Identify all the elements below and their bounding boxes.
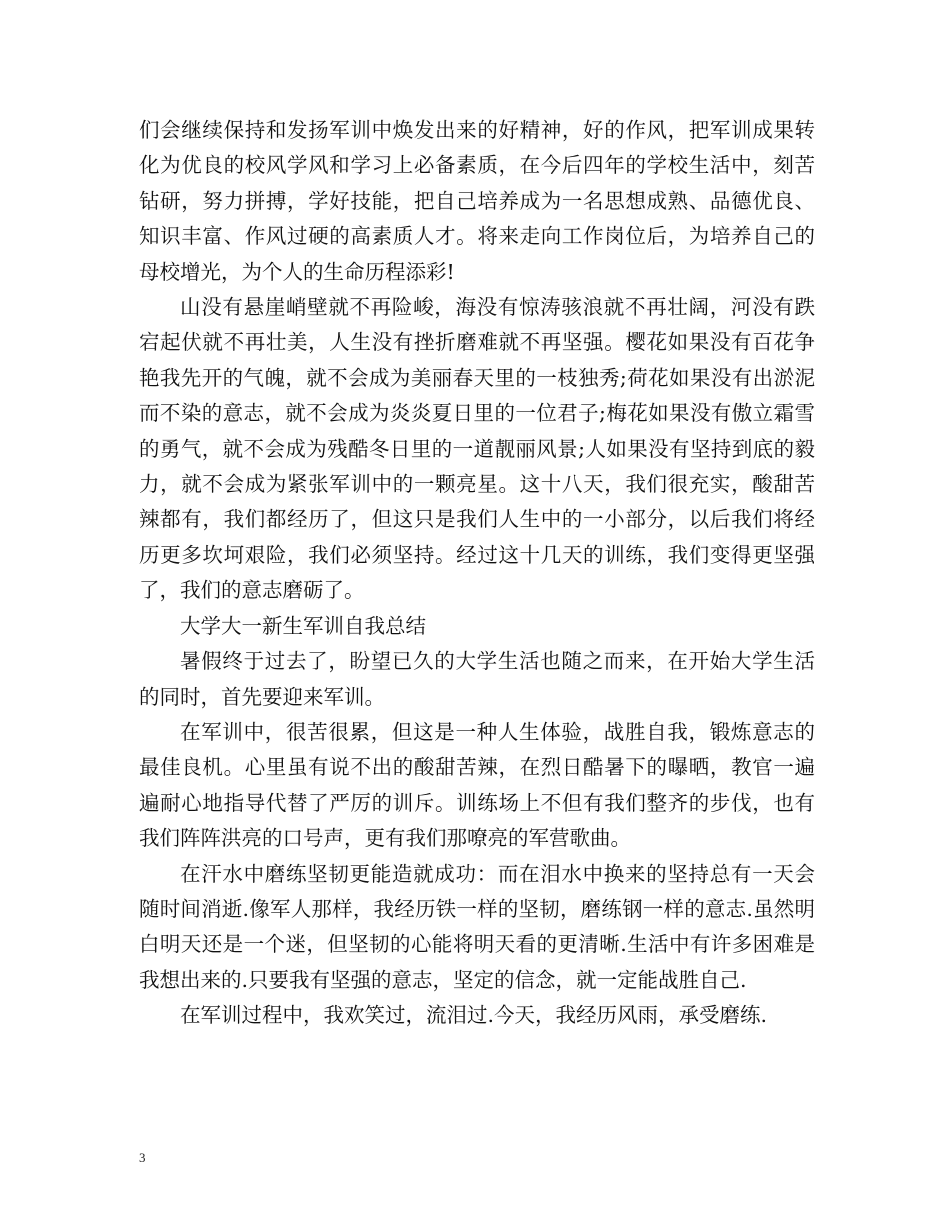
- paragraph-sweat: 在汗水中磨练坚韧更能造就成功：而在泪水中换来的坚持总有一天会随时间消逝.像军人那样，我经历铁一样的坚韧，磨练钢一样的意志.虽然明白明天还是一个迷，但坚韧的心能将明天看的更清晰.生活中有许多困难是我想出来的.只要我有坚强的意志，坚定的信念，就一定能战胜自己.: [139, 861, 815, 992]
- paragraph-continuation: 们会继续保持和发扬军训中焕发出来的好精神，好的作风，把军训成果转化为优良的校风学风和学习上必备素质，在今后四年的学校生活中，刻苦钻研，努力拼搏，学好技能，把自己培养成为一名思想成熟、品德优良、知识丰富、作风过硬的高素质人才。将来走向工作岗位后，为培养自己的母校增光，为个人的生命历程添彩!: [139, 118, 815, 284]
- page-number: 3: [139, 1150, 146, 1165]
- paragraph-laughter: 在军训过程中，我欢笑过，流泪过.今天，我经历风雨，承受磨练.: [180, 1003, 768, 1028]
- section-heading: 大学大一新生军训自我总结: [180, 613, 426, 638]
- document-body: [139, 113, 815, 1034]
- paragraph-training: 在军训中，很苦很累，但这是一种人生体验，战胜自我，锻炼意志的最佳良机。心里虽有说不出的酸甜苦辣，在烈日酷暑下的曝晒，教官一遍遍耐心地指导代替了严厉的训斥。训练场上不但有我们整齐的步伐，也有我们阵阵洪亮的口号声，更有我们那嘹亮的军营歌曲。: [139, 719, 815, 851]
- paragraph-summer: 暑假终于过去了，盼望已久的大学生活也随之而来，在开始大学生活的同时，首先要迎来军训。: [139, 649, 815, 709]
- paragraph-mountains: 山没有悬崖峭壁就不再险峻，海没有惊涛骇浪就不再壮阔，河没有跌宕起伏就不再壮美，人生没有挫折磨难就不再坚强。樱花如果没有百花争艳我先开的气魄，就不会成为美丽春天里的一枝独秀;荷花如果没有出淤泥而不染的意志，就不会成为炎炎夏日里的一位君子;梅花如果没有傲立霜雪的勇气，就不会成为残酷冬日里的一道靓丽风景;人如果没有坚持到底的毅力，就不会成为紧张军训中的一颗亮星。这十八天，我们很充实，酸甜苦辣都有，我们都经历了，但这只是我们人生中的一小部分，以后我们将经历更多坎坷艰险，我们必须坚持。经过这十几天的训练，我们变得更坚强了，我们的意志磨砺了。: [139, 295, 815, 603]
